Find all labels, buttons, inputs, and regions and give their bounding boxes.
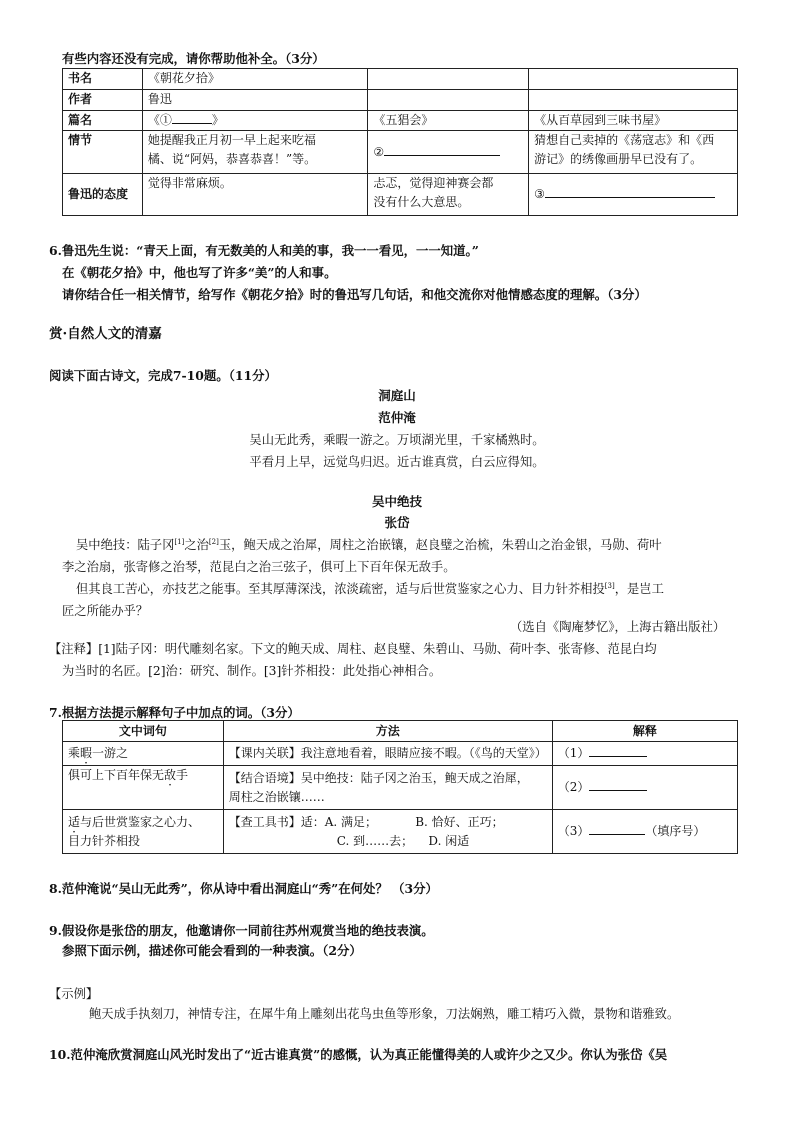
prose-paragraph-1 <box>76 535 662 553</box>
dotted-word: 敌 <box>164 768 177 782</box>
title-suffix: 》 <box>211 113 224 127</box>
table-row <box>63 131 738 174</box>
answer-number: （3） <box>557 824 590 838</box>
table-row <box>63 90 738 111</box>
section-title: 赏·自然人文的清嘉 <box>49 326 162 342</box>
method-cell <box>223 810 552 854</box>
poem-title: 洞庭山 <box>378 388 416 403</box>
q7-table <box>62 720 738 854</box>
footnote-marker: [3] <box>604 581 615 590</box>
dotted-word: 暇 <box>80 746 93 760</box>
prose-line: 李之治扇，张寄修之治琴，范昆白之治三弦子，俱可上下百年保无敌手。 <box>62 560 456 574</box>
row-label: 情节 <box>63 131 143 174</box>
example-text: 鲍天成手执刻刀，神情专注，在犀牛角上雕刻出花鸟虫鱼等形象，刀法娴熟，雕工精巧入微，景物和谐雅致。 <box>89 1007 680 1021</box>
cell-line: 她提醒我正月初一早上起来吃福 <box>147 133 316 147</box>
prose-text: 吴中绝技：陆子冈 <box>76 538 175 552</box>
table-cell: 觉得非常麻烦。 <box>142 174 368 216</box>
method-cell <box>223 766 552 810</box>
answer-blank-1[interactable] <box>172 111 212 124</box>
q10-prompt: 10.范仲淹欣赏洞庭山风光时发出了“近古谁真赏”的感慨，认为真正能懂得美的人或许少之又少。你认为张岱《吴 <box>49 1047 668 1062</box>
row-label: 作者 <box>63 90 143 111</box>
cell-line: 忐忑，觉得迎神赛会都 <box>373 176 494 190</box>
method-line: 【结合语境】吴中绝技：陆子冈之治玉，鲍天成之治犀， <box>228 770 529 785</box>
phrase-text: 一游之 <box>92 746 129 760</box>
phrase-text: 手 <box>176 768 189 782</box>
table-cell <box>142 111 368 131</box>
q6-line2: 在《朝花夕拾》中，他也写了许多“美”的人和事。 <box>62 265 337 280</box>
title-prefix: 《① <box>147 113 172 127</box>
cell-line: 没有什么大意思。 <box>373 195 470 209</box>
table-row <box>63 742 738 766</box>
table-header-row <box>63 721 738 742</box>
table-cell <box>368 69 529 90</box>
q8-prompt: 8.范仲淹说“吴山无此秀”，你从诗中看出洞庭山“秀”在何处？ （3分） <box>49 881 438 896</box>
answer-hint: （填序号） <box>645 824 706 838</box>
prose-line: 匠之所能办乎？ <box>62 604 149 618</box>
table-cell <box>529 174 738 216</box>
answer-blank-3[interactable] <box>545 185 715 198</box>
answer-cell <box>552 766 737 810</box>
answer-blank-q7-2[interactable] <box>589 778 647 791</box>
notes-line: 【注释】[1]陆子冈：明代雕刻名家。下文的鲍天成、周柱、赵良璧、朱碧山、马勋、荷叶李、张寄修、范昆白均 <box>49 642 657 656</box>
answer-cell <box>552 742 737 766</box>
cell-line: 猜想自己卖掉的《荡寇志》和《西 <box>534 133 715 147</box>
reading-intro: 阅读下面古诗文，完成7-10题。（11分） <box>49 368 277 383</box>
example-label: 【示例】 <box>49 987 99 1001</box>
cell-line: 橘、说“阿妈，恭喜恭喜！”等。 <box>147 152 317 166</box>
footnote-marker: [2] <box>208 537 219 546</box>
table-cell <box>529 131 738 174</box>
table-row <box>63 69 738 90</box>
table-cell <box>368 131 529 174</box>
poem-line: 平看月上早，远觉鸟归迟。近古谁真赏，白云应得知。 <box>249 455 545 469</box>
prose-source: （选自《陶庵梦忆》，上海古籍出版社） <box>510 620 726 634</box>
answer-number: （1） <box>557 746 590 760</box>
table-row <box>63 174 738 216</box>
table-cell <box>142 131 368 174</box>
q7-prompt: 7.根据方法提示解释句子中加点的词。（3分） <box>49 705 300 720</box>
phrase-text: 与后世赏鉴家之心力、 <box>80 814 201 829</box>
phrase-text: 目力针芥相投 <box>68 833 141 848</box>
prose-text: 但其良工苦心，亦技艺之能事。至其厚薄深浅，浓淡疏密，适与后世赏鉴家之心力、目力针芥相投 <box>76 582 605 596</box>
prose-text: 玉，鲍天成之治犀，周柱之治嵌镶，赵良璧之治梳，朱碧山之治金银，马勋、荷叶 <box>218 538 662 552</box>
table-cell <box>529 90 738 111</box>
table-cell: 鲁迅 <box>142 90 368 111</box>
prose-author: 张岱 <box>384 515 410 530</box>
row-label: 篇名 <box>63 111 143 131</box>
answer-blank-2[interactable] <box>384 143 500 156</box>
table-row <box>63 766 738 810</box>
table-cell: 《朝花夕拾》 <box>142 69 368 90</box>
method-cell: 【课内关联】我注意地看着，眼睛应接不暇。（《鸟的天堂》） <box>223 742 552 766</box>
answer-cell <box>552 810 737 854</box>
blank-prefix: ③ <box>534 187 545 201</box>
table-cell <box>368 90 529 111</box>
prose-text: 之治 <box>184 538 209 552</box>
row-label: 书名 <box>63 69 143 90</box>
table-cell: 《从百草园到三味书屋》 <box>529 111 738 131</box>
phrase-text: 俱可上下百年保无 <box>68 768 165 782</box>
poem-author: 范仲淹 <box>378 410 416 425</box>
row-label: 鲁迅的态度 <box>63 174 143 216</box>
q5-intro: 有些内容还没有完成，请你帮助他补全。（3分） <box>62 51 325 66</box>
phrase-cell <box>63 742 224 766</box>
column-header: 解释 <box>552 721 737 742</box>
table-cell <box>368 174 529 216</box>
table-row <box>63 111 738 131</box>
q9-line1: 9.假设你是张岱的朋友，他邀请你一同前往苏州观赏当地的绝技表演。 <box>49 923 434 938</box>
prose-paragraph-2 <box>76 579 664 597</box>
method-line: 周柱之治嵌镶…… <box>228 789 325 804</box>
answer-blank-q7-3[interactable] <box>589 822 645 835</box>
notes-line: 为当时的名匠。[2]治：研究、制作。[3]针芥相投：此处指心神相合。 <box>62 664 442 678</box>
dotted-word: 适 <box>68 814 81 829</box>
table-cell <box>529 69 738 90</box>
phrase-text: 乘 <box>68 746 81 760</box>
table-cell: 《五猖会》 <box>368 111 529 131</box>
prose-title: 吴中绝技 <box>371 494 422 509</box>
phrase-cell <box>63 810 224 854</box>
q9-line2: 参照下面示例，描述你可能会看到的一种表演。（2分） <box>62 943 362 958</box>
poem-line: 吴山无此秀，乘暇一游之。万顷湖光里，千家橘熟时。 <box>249 433 545 447</box>
column-header: 文中词句 <box>63 721 224 742</box>
prose-text: ，是岂工 <box>614 582 664 596</box>
cell-line: 游记》的绣像画册早已没有了。 <box>534 152 703 166</box>
footnote-marker: [1] <box>174 537 185 546</box>
answer-blank-q7-1[interactable] <box>589 744 647 757</box>
q6-line1: 6.鲁迅先生说：“青天上面，有无数美的人和美的事，我一一看见，一一知道。” <box>49 243 479 258</box>
column-header: 方法 <box>223 721 552 742</box>
blank-prefix: ② <box>373 144 385 159</box>
q6-line3: 请你结合任一相关情节，给写作《朝花夕拾》时的鲁迅写几句话，和他交流你对他情感态度的理解。（3分） <box>62 287 647 302</box>
phrase-cell <box>63 766 224 810</box>
table-row <box>63 810 738 854</box>
answer-number: （2） <box>557 780 590 794</box>
novel-table <box>62 68 738 216</box>
method-line: C. 到……去； D. 闲适 <box>336 833 470 848</box>
method-line: 【查工具书】适：A. 满足； B. 恰好、正巧； <box>228 814 504 829</box>
